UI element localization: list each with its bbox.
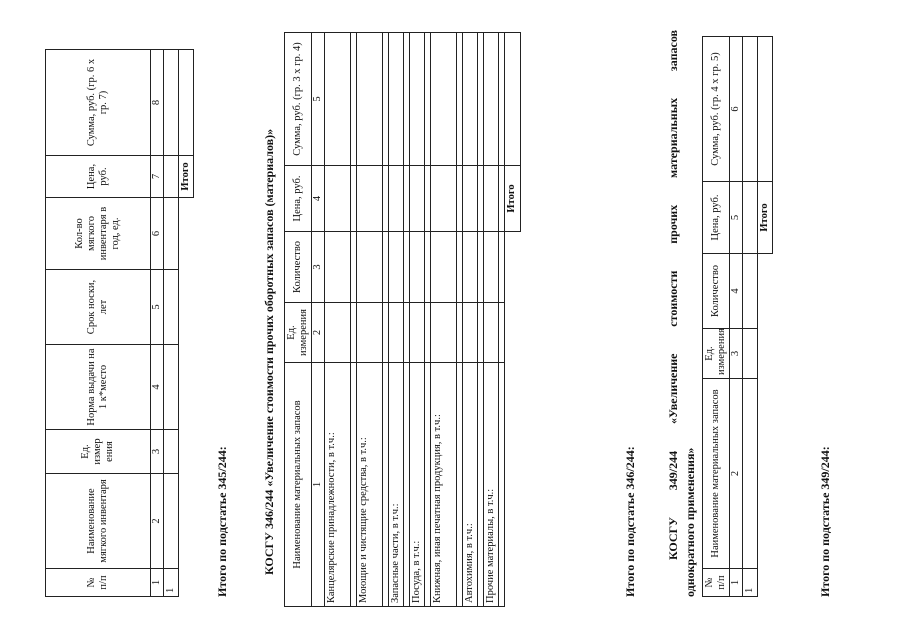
summary-345: Итого по подстатье 345/244: [215, 446, 229, 597]
col-header: Наименование материальных запасов [285, 363, 312, 607]
col-number: 5 [312, 33, 325, 166]
table-itog-row [758, 37, 773, 597]
summary-346: Итого по подстатье 346/244: [623, 446, 637, 597]
table-row [743, 37, 758, 597]
table-cell [743, 182, 758, 254]
itog-label: Итого [758, 182, 773, 254]
section-345 [45, 0, 194, 640]
table-row [410, 33, 425, 607]
table-346 [284, 32, 521, 607]
row-number: 1 [164, 569, 179, 597]
table-cell [410, 33, 425, 166]
table-cell [484, 166, 499, 232]
col-header: Сумма, руб. (гр. 4 х гр. 5) [703, 37, 730, 182]
col-header: Цена, руб. [703, 182, 730, 254]
col-number: 3 [151, 430, 164, 474]
table-cell [410, 232, 425, 303]
col-number: 8 [151, 50, 164, 156]
itog-label: Итого [505, 166, 520, 232]
table-cell [484, 232, 499, 303]
row-number: 1 [743, 569, 758, 597]
table-cell [389, 303, 404, 363]
table-cell [179, 198, 194, 597]
table-cell [325, 303, 351, 363]
table-cell [164, 474, 179, 569]
table-346-header-row [285, 33, 312, 607]
table-cell [164, 345, 179, 430]
table-cell [325, 166, 351, 232]
col-header: Ед. измерения [285, 303, 312, 363]
table-346-number-row [312, 33, 325, 607]
summary-349: Итого по подстатье 349/244: [818, 446, 832, 597]
table-cell [164, 156, 179, 198]
row-label: Моющие и чистящие средства, в т.ч.: [357, 363, 383, 607]
col-number: 5 [151, 270, 164, 345]
row-label: Прочие материалы, в т.ч.: [484, 363, 499, 607]
col-number: 3 [312, 232, 325, 303]
heading-349-line1: КОСГУ 349/244 «Увеличение стоимости прочих материальных запасов [666, 30, 680, 560]
table-cell [325, 33, 351, 166]
col-number: 7 [151, 156, 164, 198]
col-number: 3 [730, 329, 743, 379]
col-header: Норма выдачи на 1 к*место [46, 345, 151, 430]
table-cell [357, 303, 383, 363]
col-number: 2 [730, 379, 743, 569]
table-cell [164, 50, 179, 156]
table-cell [325, 232, 351, 303]
table-cell [743, 254, 758, 329]
table-cell [484, 303, 499, 363]
table-itog-row [505, 33, 520, 607]
col-number: 4 [151, 345, 164, 430]
table-cell [431, 166, 457, 232]
section-349 [702, 0, 773, 640]
table-row [164, 50, 179, 597]
col-header: Ед. измерения [703, 329, 730, 379]
col-header: Кол-во мягкого инвентаря в год, ед. [46, 198, 151, 270]
row-label: Запасные части, в т.ч.: [389, 363, 404, 607]
col-header: Количество [703, 254, 730, 329]
table-345-header-row [46, 50, 151, 597]
table-cell [410, 166, 425, 232]
col-header: Количество [285, 232, 312, 303]
col-number: 4 [312, 166, 325, 232]
table-row [357, 33, 383, 607]
table-cell [463, 232, 478, 303]
table-cell [484, 33, 499, 166]
table-row [325, 33, 351, 607]
table-cell [431, 33, 457, 166]
table-row [484, 33, 499, 607]
col-header: Наименование материальных запасов [703, 379, 730, 569]
table-cell [758, 254, 773, 597]
heading-346: КОСГУ 346/244 «Увеличение стоимости прочих оборотных запасов (материалов)» [262, 128, 276, 575]
table-cell [431, 303, 457, 363]
col-number: 5 [730, 182, 743, 254]
col-header: Сумма, руб. (гр. 6 х гр. 7) [46, 50, 151, 156]
col-header: Цена, руб. [285, 166, 312, 232]
table-cell [164, 198, 179, 270]
table-cell [389, 166, 404, 232]
col-header: Ед. измер ения [46, 430, 151, 474]
col-number: 1 [151, 569, 164, 597]
itog-label: Итого [179, 156, 194, 198]
table-cell [463, 166, 478, 232]
table-cell [743, 37, 758, 182]
row-label: Посуда, в т.ч.: [410, 363, 425, 607]
table-349-header-row [703, 37, 730, 597]
row-label: Канцелярские принадлежности, в т.ч.: [325, 363, 351, 607]
col-number: 4 [730, 254, 743, 329]
table-cell [357, 232, 383, 303]
table-349-number-row [730, 37, 743, 597]
col-number: 2 [151, 474, 164, 569]
table-cell [389, 33, 404, 166]
table-row [431, 33, 457, 607]
col-header: Наименование мягкого инвентаря [46, 474, 151, 569]
section-346 [284, 0, 521, 640]
col-header: Цена, руб. [46, 156, 151, 198]
table-cell [463, 33, 478, 166]
table-cell [743, 379, 758, 569]
col-number: 6 [151, 198, 164, 270]
table-345-number-row [151, 50, 164, 597]
table-cell [164, 270, 179, 345]
itog-value [505, 33, 520, 166]
table-cell [410, 303, 425, 363]
table-cell [164, 430, 179, 474]
table-345 [45, 49, 194, 597]
table-cell [389, 232, 404, 303]
table-row [463, 33, 478, 607]
col-header: № п/п [46, 569, 151, 597]
row-label: Автохимия, в т.ч.: [463, 363, 478, 607]
col-header: Срок носки, лет [46, 270, 151, 345]
table-cell [357, 166, 383, 232]
table-itog-row [179, 50, 194, 597]
table-349 [702, 36, 773, 597]
table-row [389, 33, 404, 607]
col-number: 6 [730, 37, 743, 182]
itog-value [758, 37, 773, 182]
col-header: № п/п [703, 569, 730, 597]
col-number: 1 [730, 569, 743, 597]
col-number: 2 [312, 303, 325, 363]
table-cell [431, 232, 457, 303]
itog-value [179, 50, 194, 156]
row-label: Книжная, иная печатная продукция, в т.ч.: [431, 363, 457, 607]
table-cell [463, 303, 478, 363]
table-cell [505, 232, 520, 607]
heading-349-line2: однократного применения» [683, 447, 697, 597]
col-number: 1 [312, 363, 325, 607]
col-header: Сумма, руб. (гр. 3 х гр. 4) [285, 33, 312, 166]
table-cell [743, 329, 758, 379]
table-cell [357, 33, 383, 166]
